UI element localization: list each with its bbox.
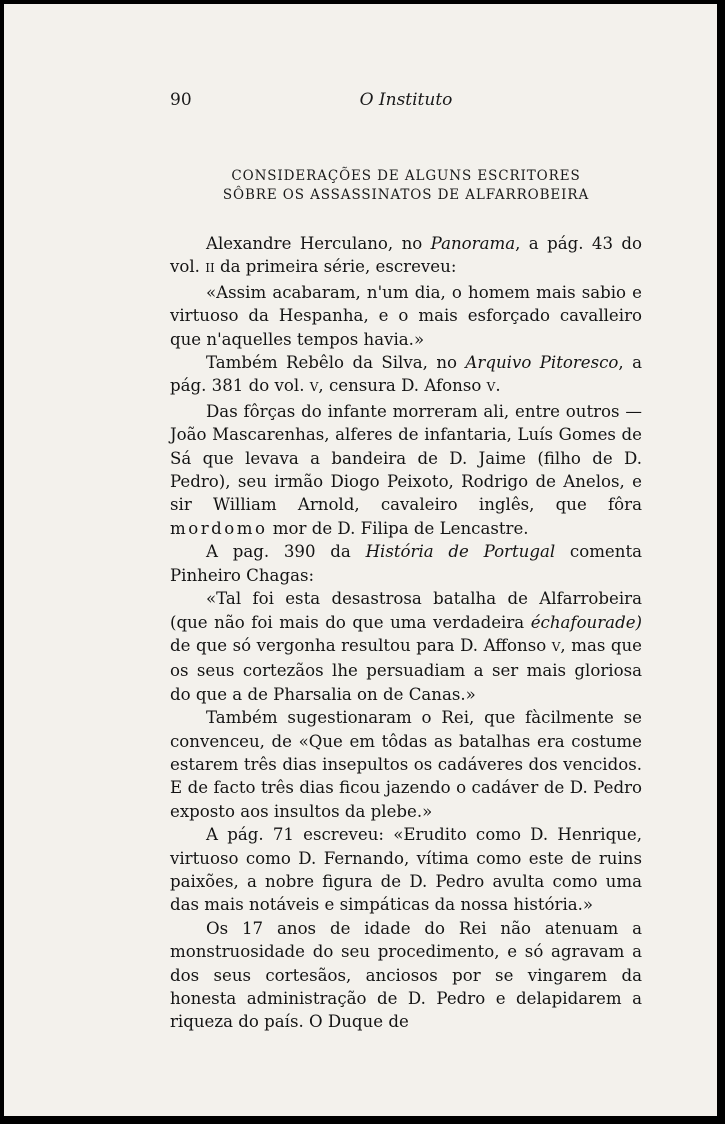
book-page — [4, 4, 717, 1116]
paragraph-1: Alexandre Herculano, no Panorama, a pág. 43 do vol. II da primeira série, escreveu: — [170, 234, 643, 277]
paragraph-5: A pag. 390 da História de Portugal comenta Pinheiro Chagas: — [170, 542, 643, 585]
page-number: 90 — [170, 90, 192, 110]
paragraph-2: «Assim acabaram, n'um dia, o homem mais sabio e virtuoso da Hespanha, e o mais esforçado cavalleiro que n'aquelles tempos havia.» — [170, 282, 642, 349]
paragraph-7: Também sugestionaram o Rei, que fàcilmente se convenceu, de «Que em tôdas as batalhas era costume estarem três dias insepultos os cadáveres dos vencidos. E de facto três dias ficou jazendo o cadáver de D. Pedro exposto aos insultos da plebe.» — [170, 708, 642, 821]
work-title-arquivo: Arquivo Pitoresco — [465, 353, 619, 373]
article-body — [170, 232, 642, 1034]
paragraph-8: A pág. 71 escreveu: «Erudito como D. Henrique, virtuoso como D. Fernando, vítima como este de ruins paixões, a nobre figura de D. Pedro avulta como uma das mais notáveis e simpáticas da nossa história.» — [170, 825, 642, 915]
journal-title: O Instituto — [359, 90, 453, 110]
article-title-line-1: CONSIDERAÇÕES DE ALGUNS ESCRITORES — [231, 168, 581, 184]
article-title-line-2: SÔBRE OS ASSASSINATOS DE ALFARROBEIRA — [222, 187, 590, 203]
paragraph-6: «Tal foi esta desastrosa batalha de Alfarrobeira (que não foi mais do que uma verdadeira échafourade) de que só vergonha resultou para D. Affonso V, mas que os seus cortezãos lhe persuadiam a ser mais gloriosa do que a de Pharsalia on de Canas.» — [170, 589, 642, 704]
paragraph-9: Os 17 anos de idade do Rei não atenuam a monstruosidade do seu procedimento, e só agravam a dos seus cortesãos, anciosos por se vingarem da honesta administração de D. Pedro e delapidarem a riqueza do país. O Duque de — [170, 918, 642, 1032]
paragraph-3: Também Rebêlo da Silva, no Arquivo Pitoresco, a pág. 381 do vol. V, censura D. Afonso V. — [170, 353, 643, 396]
running-head — [170, 90, 642, 114]
work-title-panorama: Panorama — [430, 234, 516, 253]
work-title-historia: História de Portugal — [365, 542, 556, 562]
article-title — [170, 167, 642, 205]
paragraph-4: Das fôrças do infante morreram ali, entre outros — João Mascarenhas, alferes de infantaria, Luís Gomes de Sá que levava a bandeira de D. Jaime (filho de D. Pedro), seu irmão Diogo Peixoto, Rodrigo de Anelos, e sir William Arnold, cavaleiro inglês, que fôra mordomo mor de D. Filipa de Lencastre. — [170, 401, 642, 538]
